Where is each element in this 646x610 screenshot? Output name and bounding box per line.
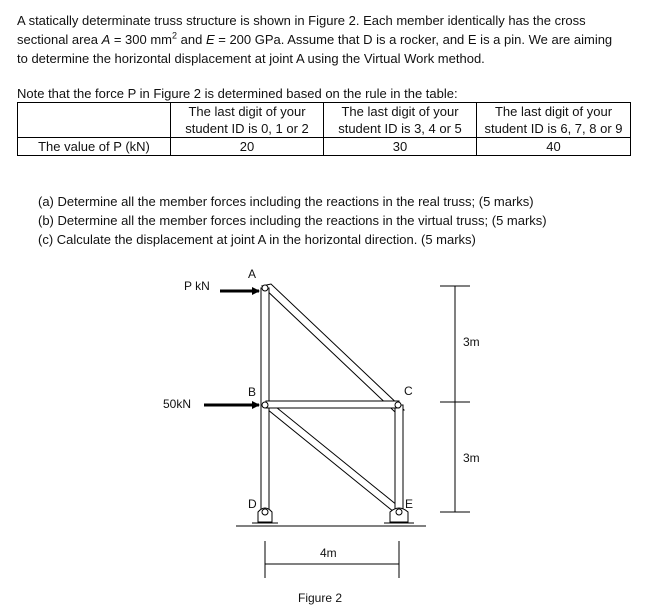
member-be — [262, 403, 403, 512]
joint-a-pin — [262, 285, 268, 291]
intro-text: = 300 mm — [110, 32, 173, 47]
dim-top-label: 3m — [463, 335, 480, 349]
joint-b-pin — [262, 402, 268, 408]
table-cell: 30 — [324, 138, 477, 156]
member-bc — [266, 401, 399, 408]
question-c: (c) Calculate the displacement at joint A in the horizontal direction. (5 marks) — [38, 232, 476, 247]
dim-width-label: 4m — [320, 546, 337, 560]
load-50-label: 50kN — [163, 397, 192, 411]
vertical-dimension — [440, 286, 470, 512]
question-b: (b) Determine all the member forces including the reactions in the virtual truss; (5 marks) — [38, 213, 547, 228]
intro-line-1: A statically determinate truss structure is shown in Figure 2. Each member identically has the cross — [17, 13, 586, 28]
member-ce — [395, 405, 403, 510]
figure-caption: Figure 2 — [298, 591, 343, 605]
joint-c-label: C — [404, 384, 413, 398]
load-p-label: P kN — [184, 279, 210, 293]
table-header-cell: The last digit of your student ID is 0, 1 or 2 — [171, 103, 324, 138]
intro-text: sectional area — [17, 32, 102, 47]
intro-text: = 200 GPa. Assume that D is a rocker, and E is a pin. We are aiming — [214, 32, 613, 47]
intro-text: and — [177, 32, 206, 47]
joint-c-pin — [395, 402, 401, 408]
table-header-cell: The last digit of your student ID is 6, 7, 8 or 9 — [477, 103, 631, 138]
member-ad — [261, 288, 269, 510]
intro-line-3: to determine the horizontal displacement at joint A using the Virtual Work method. — [17, 51, 485, 66]
table-cell: 40 — [477, 138, 631, 156]
question-a: (a) Determine all the member forces including the reactions in the real truss; (5 marks) — [38, 194, 534, 209]
joint-e-label: E — [405, 497, 414, 511]
table-cell: 20 — [171, 138, 324, 156]
table-note: Note that the force P in Figure 2 is determined based on the rule in the table: — [17, 86, 458, 101]
joint-b-label: B — [248, 385, 257, 399]
member-ae — [262, 284, 404, 412]
table-row-label: The value of P (kN) — [18, 138, 171, 156]
joint-d-label: D — [248, 497, 257, 511]
dim-bottom-label: 3m — [463, 451, 480, 465]
symbol-area: A — [101, 32, 111, 47]
table-header-cell: The last digit of your student ID is 3, 4 or 5 — [324, 103, 477, 138]
symbol-modulus: E — [205, 32, 215, 47]
truss-members — [261, 284, 404, 512]
superscript: 2 — [172, 30, 178, 41]
joint-a-label: A — [248, 267, 257, 281]
